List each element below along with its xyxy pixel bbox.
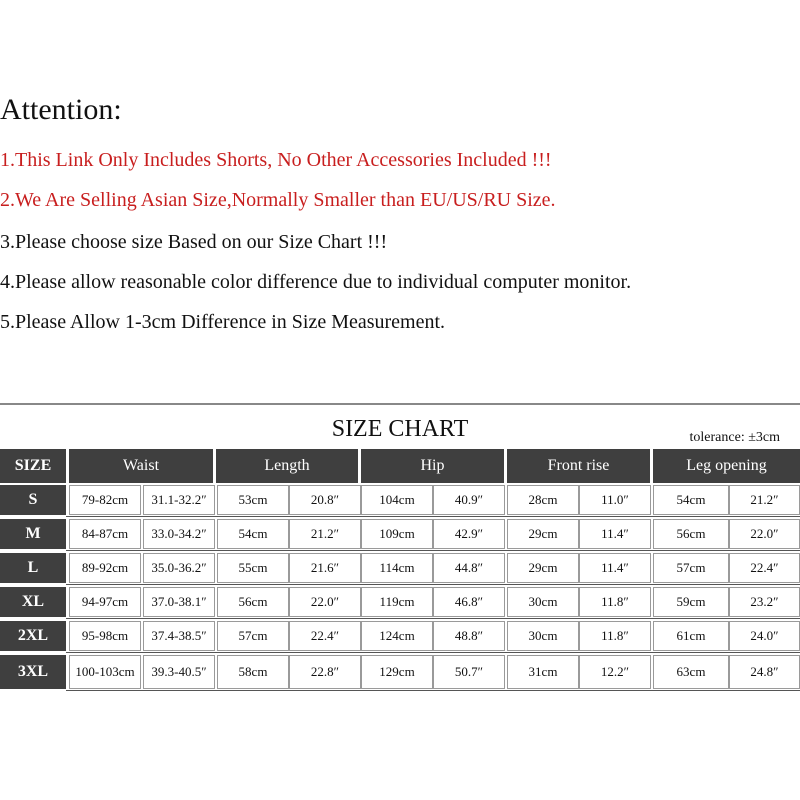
- table-cell: 31cm: [507, 655, 579, 689]
- size-label: M: [0, 519, 66, 549]
- table-cell: 44.8″: [433, 553, 505, 583]
- table-cell: 54cm: [217, 519, 289, 549]
- note-1: 1.This Link Only Includes Shorts, No Other Accessories Included !!!: [0, 149, 552, 171]
- table-row: [0, 483, 800, 517]
- table-cell: 31.1-32.2″: [143, 485, 215, 515]
- table-cell: 11.4″: [579, 553, 651, 583]
- header-size: SIZE: [0, 449, 66, 483]
- table-cell: 114cm: [361, 553, 433, 583]
- table-cell: 11.0″: [579, 485, 651, 515]
- table-cell: 29cm: [507, 519, 579, 549]
- table-row: [0, 653, 800, 691]
- table-cell: 79-82cm: [69, 485, 141, 515]
- table-cell: 39.3-40.5″: [143, 655, 215, 689]
- size-label: L: [0, 553, 66, 583]
- table-cell: 37.0-38.1″: [143, 587, 215, 617]
- note-2: 2.We Are Selling Asian Size,Normally Smaller than EU/US/RU Size.: [0, 189, 556, 211]
- table-cell: 56cm: [217, 587, 289, 617]
- table-cell: 22.0″: [729, 519, 800, 549]
- table-cell: 12.2″: [579, 655, 651, 689]
- header-length: Length: [216, 449, 358, 483]
- table-cell: 33.0-34.2″: [143, 519, 215, 549]
- table-cell: 89-92cm: [69, 553, 141, 583]
- table-cell: 29cm: [507, 553, 579, 583]
- table-row: [0, 551, 800, 585]
- size-chart-title: SIZE CHART: [331, 416, 469, 442]
- table-cell: 11.4″: [579, 519, 651, 549]
- table-cell: 46.8″: [433, 587, 505, 617]
- header-leg-opening: Leg opening: [653, 449, 800, 483]
- table-cell: 54cm: [653, 485, 729, 515]
- table-cell: 119cm: [361, 587, 433, 617]
- attention-heading: Attention:: [0, 93, 122, 126]
- table-cell: 24.0″: [729, 621, 800, 651]
- table-cell: 129cm: [361, 655, 433, 689]
- table-cell: 63cm: [653, 655, 729, 689]
- table-cell: 28cm: [507, 485, 579, 515]
- table-cell: 11.8″: [579, 621, 651, 651]
- table-cell: 22.4″: [289, 621, 361, 651]
- size-label: S: [0, 485, 66, 515]
- table-cell: 40.9″: [433, 485, 505, 515]
- table-cell: 21.6″: [289, 553, 361, 583]
- table-cell: 100-103cm: [69, 655, 141, 689]
- table-cell: 56cm: [653, 519, 729, 549]
- table-cell: 53cm: [217, 485, 289, 515]
- table-cell: 42.9″: [433, 519, 505, 549]
- table-cell: 22.0″: [289, 587, 361, 617]
- table-cell: 55cm: [217, 553, 289, 583]
- table-cell: 58cm: [217, 655, 289, 689]
- table-cell: 124cm: [361, 621, 433, 651]
- table-cell: 104cm: [361, 485, 433, 515]
- table-cell: 22.8″: [289, 655, 361, 689]
- table-cell: 24.8″: [729, 655, 800, 689]
- table-row: [0, 517, 800, 551]
- table-cell: 84-87cm: [69, 519, 141, 549]
- table-cell: 59cm: [653, 587, 729, 617]
- table-cell: 11.8″: [579, 587, 651, 617]
- table-cell: 48.8″: [433, 621, 505, 651]
- table-cell: 20.8″: [289, 485, 361, 515]
- note-4: 4.Please allow reasonable color difference due to individual computer monitor.: [0, 271, 632, 293]
- table-cell: 30cm: [507, 587, 579, 617]
- header-waist: Waist: [69, 449, 213, 483]
- size-label: 3XL: [0, 655, 66, 689]
- size-chart: [0, 403, 800, 693]
- table-cell: 37.4-38.5″: [143, 621, 215, 651]
- table-cell: 61cm: [653, 621, 729, 651]
- table-row: [0, 585, 800, 619]
- size-chart-title-band: [0, 403, 800, 451]
- table-cell: 21.2″: [729, 485, 800, 515]
- header-hip: Hip: [361, 449, 504, 483]
- note-5: 5.Please Allow 1-3cm Difference in Size Measurement.: [0, 311, 446, 333]
- table-cell: 23.2″: [729, 587, 800, 617]
- table-cell: 50.7″: [433, 655, 505, 689]
- table-cell: 22.4″: [729, 553, 800, 583]
- table-cell: 94-97cm: [69, 587, 141, 617]
- table-cell: 57cm: [653, 553, 729, 583]
- table-cell: 35.0-36.2″: [143, 553, 215, 583]
- table-cell: 57cm: [217, 621, 289, 651]
- row-divider: [66, 690, 800, 691]
- table-cell: 109cm: [361, 519, 433, 549]
- table-cell: 95-98cm: [69, 621, 141, 651]
- table-cell: 21.2″: [289, 519, 361, 549]
- note-3: 3.Please choose size Based on our Size Chart !!!: [0, 231, 388, 253]
- table-row: [0, 619, 800, 653]
- size-label: XL: [0, 587, 66, 617]
- tolerance-note: tolerance: ±3cm: [689, 430, 780, 445]
- table-cell: 30cm: [507, 621, 579, 651]
- header-front-rise: Front rise: [507, 449, 650, 483]
- size-label: 2XL: [0, 621, 66, 651]
